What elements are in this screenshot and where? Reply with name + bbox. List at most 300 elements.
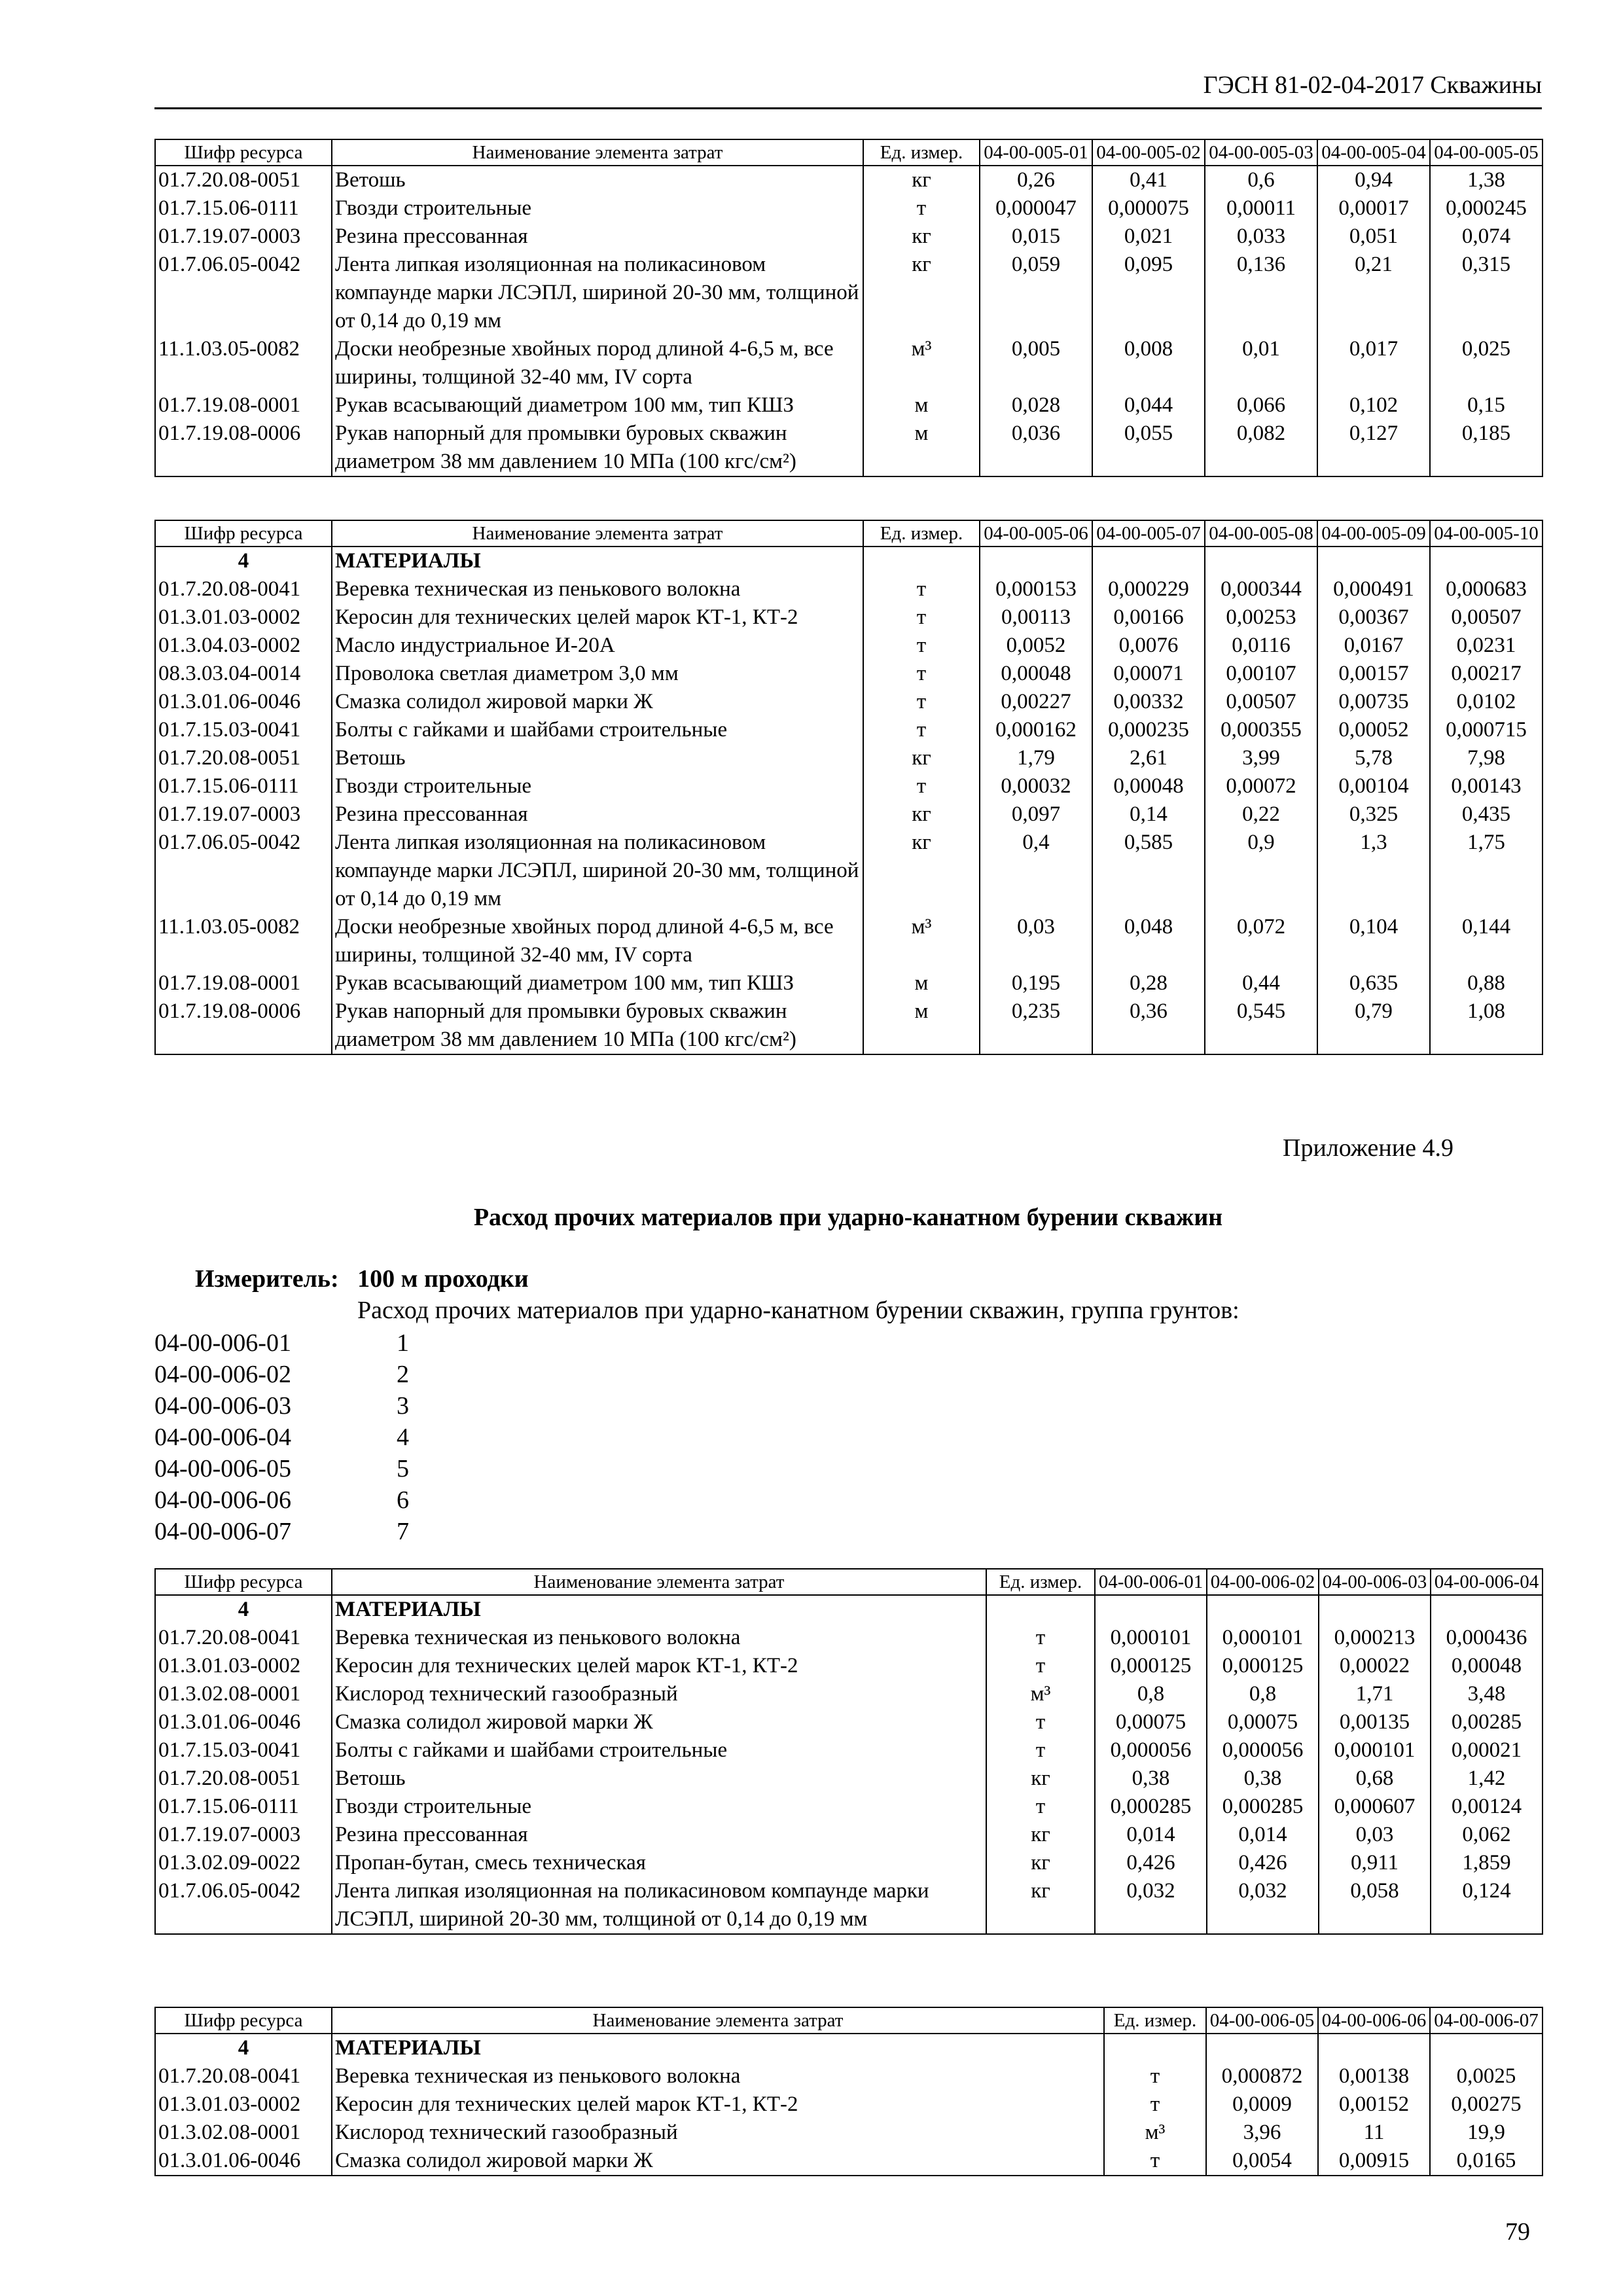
value-cell: 0,426	[1207, 1849, 1319, 1877]
value-cell: 0,000056	[1095, 1736, 1207, 1765]
empty-cell	[986, 1595, 1095, 1624]
column-header: Ед. измер.	[986, 1569, 1095, 1595]
cost-element-name: Рукав напорный для промывки буровых скважин диаметром 38 мм давлением 10 МПа (100 кгс/см²)	[332, 997, 863, 1054]
norm-code: 04-00-006-03	[154, 1392, 291, 1420]
table-header-row	[155, 1569, 1543, 1595]
unit: т	[863, 688, 980, 716]
value-cell: 0,79	[1317, 997, 1430, 1054]
table-row	[155, 632, 1543, 660]
resource-code: 01.7.15.03-0041	[155, 1736, 332, 1765]
value-cell: 0,127	[1317, 420, 1430, 476]
value-cell: 0,058	[1319, 1877, 1431, 1934]
unit: т	[863, 716, 980, 744]
empty-cell	[1205, 547, 1317, 575]
cost-element-name: Веревка техническая из пенькового волокна	[332, 1624, 986, 1652]
norm-code: 04-00-006-06	[154, 1486, 291, 1514]
value-cell: 0,00104	[1317, 772, 1430, 800]
value-cell: 0,88	[1430, 969, 1543, 997]
value-cell: 0,0054	[1206, 2147, 1318, 2176]
value-cell: 0,00048	[980, 660, 1092, 688]
measure-label: Измеритель:	[195, 1265, 339, 1293]
unit: кг	[863, 800, 980, 829]
unit: кг	[986, 1849, 1095, 1877]
code-list-item	[154, 1516, 409, 1547]
table-row	[155, 1765, 1543, 1793]
resource-code: 01.3.02.08-0001	[155, 2119, 332, 2147]
resource-code: 01.7.15.06-0111	[155, 194, 332, 223]
resource-code: 01.3.01.03-0002	[155, 603, 332, 632]
table-materials-005-01-05	[154, 139, 1543, 477]
table-row	[155, 1736, 1543, 1765]
value-cell: 0,41	[1092, 166, 1205, 194]
code-list-item	[154, 1390, 409, 1422]
resource-code: 11.1.03.05-0082	[155, 913, 332, 969]
value-cell: 0,036	[980, 420, 1092, 476]
value-cell: 0,032	[1095, 1877, 1207, 1934]
resource-code: 01.7.19.07-0003	[155, 800, 332, 829]
table-row	[155, 1821, 1543, 1849]
cost-element-name: Лента липкая изоляционная на поликасиновом компаунде марки ЛСЭПЛ, шириной 20-30 мм, толщиной от 0,14 до 0,19 мм	[332, 251, 863, 335]
table-row	[155, 2062, 1543, 2090]
cost-element-name: Смазка солидол жировой марки Ж	[332, 1708, 986, 1736]
value-cell: 0,38	[1095, 1765, 1207, 1793]
value-cell: 0,000213	[1319, 1624, 1431, 1652]
empty-cell	[1207, 1595, 1319, 1624]
table-row	[155, 2147, 1543, 2176]
column-header: 04-00-005-09	[1317, 520, 1430, 547]
column-header: 04-00-005-08	[1205, 520, 1317, 547]
table-row	[155, 660, 1543, 688]
value-cell: 3,99	[1205, 744, 1317, 772]
value-cell: 0,68	[1319, 1765, 1431, 1793]
value-cell: 0,00048	[1092, 772, 1205, 800]
value-cell: 0,01	[1205, 335, 1317, 391]
value-cell: 2,61	[1092, 744, 1205, 772]
value-cell: 0,426	[1095, 1849, 1207, 1877]
value-cell: 0,0009	[1206, 2090, 1318, 2119]
value-cell: 0,00285	[1431, 1708, 1543, 1736]
value-cell: 0,00367	[1317, 603, 1430, 632]
soil-group: 2	[397, 1361, 409, 1388]
value-cell: 0,545	[1205, 997, 1317, 1054]
column-header: Наименование элемента затрат	[332, 139, 863, 166]
unit: кг	[863, 166, 980, 194]
value-cell: 0,095	[1092, 251, 1205, 335]
cost-element-name: Масло индустриальное И-20А	[332, 632, 863, 660]
table-row	[155, 1877, 1543, 1934]
value-cell: 0,195	[980, 969, 1092, 997]
table-header-row	[155, 520, 1543, 547]
value-cell: 0,00107	[1205, 660, 1317, 688]
resource-code: 01.3.01.06-0046	[155, 688, 332, 716]
table-row	[155, 1793, 1543, 1821]
value-cell: 5,78	[1317, 744, 1430, 772]
value-cell: 0,00152	[1318, 2090, 1430, 2119]
soil-group: 6	[397, 1486, 409, 1514]
unit: м³	[863, 913, 980, 969]
table-row	[155, 603, 1543, 632]
column-header: Наименование элемента затрат	[332, 2007, 1104, 2034]
value-cell: 1,79	[980, 744, 1092, 772]
value-cell: 0,000285	[1207, 1793, 1319, 1821]
value-cell: 0,000153	[980, 575, 1092, 603]
value-cell: 1,38	[1430, 166, 1543, 194]
value-cell: 0,00507	[1430, 603, 1543, 632]
value-cell: 0,014	[1207, 1821, 1319, 1849]
unit: м	[863, 969, 980, 997]
column-header: 04-00-006-02	[1207, 1569, 1319, 1595]
value-cell: 0,0167	[1317, 632, 1430, 660]
value-cell: 1,75	[1430, 829, 1543, 913]
value-cell: 3,96	[1206, 2119, 1318, 2147]
section-number: 4	[155, 2034, 332, 2062]
value-cell: 0,033	[1205, 223, 1317, 251]
value-cell: 0,185	[1430, 420, 1543, 476]
table-row	[155, 166, 1543, 194]
description: Расход прочих материалов при ударно-канатном бурении скважин, группа грунтов:	[357, 1297, 1240, 1324]
value-cell: 1,71	[1319, 1680, 1431, 1708]
norm-code: 04-00-006-02	[154, 1361, 291, 1388]
soil-group: 7	[397, 1518, 409, 1545]
value-cell: 0,00075	[1207, 1708, 1319, 1736]
unit: т	[986, 1793, 1095, 1821]
value-cell: 19,9	[1430, 2119, 1543, 2147]
value-cell: 0,059	[980, 251, 1092, 335]
value-cell: 0,00157	[1317, 660, 1430, 688]
cost-element-name: Доски необрезные хвойных пород длиной 4-6,5 м, все ширины, толщиной 32-40 мм, IV сорта	[332, 913, 863, 969]
value-cell: 0,144	[1430, 913, 1543, 969]
value-cell: 0,00735	[1317, 688, 1430, 716]
value-cell: 0,00166	[1092, 603, 1205, 632]
value-cell: 1,859	[1431, 1849, 1543, 1877]
value-cell: 0,000235	[1092, 716, 1205, 744]
empty-cell	[1318, 2034, 1430, 2062]
value-cell: 0,000245	[1430, 194, 1543, 223]
norm-code: 04-00-006-05	[154, 1455, 291, 1482]
value-cell: 0,00253	[1205, 603, 1317, 632]
value-cell: 0,9	[1205, 829, 1317, 913]
value-cell: 0,005	[980, 335, 1092, 391]
measure-line	[195, 1265, 529, 1293]
empty-cell	[1092, 547, 1205, 575]
unit: т	[986, 1624, 1095, 1652]
value-cell: 0,0231	[1430, 632, 1543, 660]
cost-element-name: Пропан-бутан, смесь техническая	[332, 1849, 986, 1877]
column-header: Ед. измер.	[863, 139, 980, 166]
table-row	[155, 1708, 1543, 1736]
value-cell: 11	[1318, 2119, 1430, 2147]
column-header: Шифр ресурса	[155, 520, 332, 547]
value-cell: 0,102	[1317, 391, 1430, 420]
cost-element-name: Ветошь	[332, 166, 863, 194]
value-cell: 0,066	[1205, 391, 1317, 420]
measure-value: 100 м проходки	[357, 1265, 529, 1293]
value-cell: 0,00227	[980, 688, 1092, 716]
cost-element-name: Кислород технический газообразный	[332, 1680, 986, 1708]
column-header: Шифр ресурса	[155, 139, 332, 166]
resource-code: 01.7.15.06-0111	[155, 772, 332, 800]
cost-element-name: Рукав всасывающий диаметром 100 мм, тип КШЗ	[332, 969, 863, 997]
norm-code: 04-00-006-07	[154, 1518, 291, 1545]
cost-element-name: Ветошь	[332, 744, 863, 772]
resource-code: 01.7.20.08-0051	[155, 744, 332, 772]
value-cell: 0,028	[980, 391, 1092, 420]
cost-element-name: Проволока светлая диаметром 3,0 мм	[332, 660, 863, 688]
value-cell: 1,3	[1317, 829, 1430, 913]
value-cell: 0,0052	[980, 632, 1092, 660]
unit: т	[1104, 2062, 1206, 2090]
value-cell: 1,08	[1430, 997, 1543, 1054]
cost-element-name: Керосин для технических целей марок КТ-1, КТ-2	[332, 1652, 986, 1680]
value-cell: 0,00275	[1430, 2090, 1543, 2119]
value-cell: 0,22	[1205, 800, 1317, 829]
code-list-item	[154, 1422, 409, 1453]
cost-element-name: Веревка техническая из пенькового волокна	[332, 575, 863, 603]
running-header: ГЭСН 81-02-04-2017 Скважины	[1203, 71, 1542, 99]
resource-code: 01.7.06.05-0042	[155, 251, 332, 335]
resource-code: 01.3.02.09-0022	[155, 1849, 332, 1877]
cost-element-name: Кислород технический газообразный	[332, 2119, 1104, 2147]
resource-code: 01.3.02.08-0001	[155, 1680, 332, 1708]
cost-element-name: Резина прессованная	[332, 800, 863, 829]
value-cell: 0,00135	[1319, 1708, 1431, 1736]
value-cell: 0,0165	[1430, 2147, 1543, 2176]
table-row	[155, 716, 1543, 744]
code-list-item	[154, 1453, 409, 1484]
value-cell: 0,048	[1092, 913, 1205, 969]
resource-code: 01.7.19.07-0003	[155, 223, 332, 251]
value-cell: 0,00072	[1205, 772, 1317, 800]
value-cell: 0,585	[1092, 829, 1205, 913]
value-cell: 0,00021	[1431, 1736, 1543, 1765]
column-header: 04-00-006-04	[1431, 1569, 1543, 1595]
appendix-label: Приложение 4.9	[1283, 1134, 1454, 1162]
resource-code: 01.7.20.08-0041	[155, 1624, 332, 1652]
norm-code: 04-00-006-01	[154, 1329, 291, 1357]
code-list-item	[154, 1484, 409, 1516]
cost-element-name: Лента липкая изоляционная на поликасиновом компаунде марки ЛСЭПЛ, шириной 20-30 мм, толщиной от 0,14 до 0,19 мм	[332, 829, 863, 913]
table-row	[155, 1652, 1543, 1680]
section-number: 4	[155, 1595, 332, 1624]
value-cell: 0,03	[1319, 1821, 1431, 1849]
column-header: 04-00-006-03	[1319, 1569, 1431, 1595]
column-header: Наименование элемента затрат	[332, 520, 863, 547]
empty-cell	[1319, 1595, 1431, 1624]
column-header: 04-00-006-01	[1095, 1569, 1207, 1595]
column-header: 04-00-006-06	[1318, 2007, 1430, 2034]
value-cell: 0,325	[1317, 800, 1430, 829]
value-cell: 0,00507	[1205, 688, 1317, 716]
resource-code: 01.7.19.08-0001	[155, 391, 332, 420]
table-row	[155, 997, 1543, 1054]
section-row	[155, 547, 1543, 575]
value-cell: 3,48	[1431, 1680, 1543, 1708]
cost-element-name: Смазка солидол жировой марки Ж	[332, 2147, 1104, 2176]
resource-code: 01.7.20.08-0041	[155, 575, 332, 603]
value-cell: 0,235	[980, 997, 1092, 1054]
empty-cell	[1431, 1595, 1543, 1624]
value-cell: 0,21	[1317, 251, 1430, 335]
page-number: 79	[1505, 2218, 1530, 2246]
resource-code: 01.7.19.07-0003	[155, 1821, 332, 1849]
value-cell: 0,032	[1207, 1877, 1319, 1934]
cost-element-name: Рукав всасывающий диаметром 100 мм, тип КШЗ	[332, 391, 863, 420]
empty-cell	[980, 547, 1092, 575]
unit: м³	[863, 335, 980, 391]
value-cell: 0,000229	[1092, 575, 1205, 603]
column-header: 04-00-005-06	[980, 520, 1092, 547]
code-list-item	[154, 1359, 409, 1390]
header-rule	[154, 107, 1542, 109]
value-cell: 0,000715	[1430, 716, 1543, 744]
unit: т	[863, 660, 980, 688]
value-cell: 0,000047	[980, 194, 1092, 223]
value-cell: 0,000355	[1205, 716, 1317, 744]
value-cell: 0,000162	[980, 716, 1092, 744]
value-cell: 0,124	[1431, 1877, 1543, 1934]
resource-code: 01.7.19.08-0006	[155, 997, 332, 1054]
value-cell: 0,315	[1430, 251, 1543, 335]
cost-element-name: Керосин для технических целей марок КТ-1, КТ-2	[332, 603, 863, 632]
table-header-row	[155, 139, 1543, 166]
unit: кг	[986, 1765, 1095, 1793]
code-list-item	[154, 1327, 409, 1359]
section-heading: МАТЕРИАЛЫ	[332, 1595, 986, 1624]
value-cell: 0,015	[980, 223, 1092, 251]
resource-code: 01.7.15.06-0111	[155, 1793, 332, 1821]
value-cell: 0,00332	[1092, 688, 1205, 716]
cost-element-name: Резина прессованная	[332, 223, 863, 251]
value-cell: 0,00017	[1317, 194, 1430, 223]
value-cell: 0,6	[1205, 166, 1317, 194]
empty-cell	[1104, 2034, 1206, 2062]
value-cell: 0,00113	[980, 603, 1092, 632]
value-cell: 0,072	[1205, 913, 1317, 969]
value-cell: 0,0025	[1430, 2062, 1543, 2090]
section-number: 4	[155, 547, 332, 575]
section-row	[155, 2034, 1543, 2062]
table-materials-005-06-10	[154, 520, 1543, 1055]
norm-code: 04-00-006-04	[154, 1424, 291, 1451]
value-cell: 0,15	[1430, 391, 1543, 420]
unit: т	[986, 1736, 1095, 1765]
table-row	[155, 1680, 1543, 1708]
unit: т	[863, 575, 980, 603]
empty-cell	[1430, 2034, 1543, 2062]
value-cell: 0,014	[1095, 1821, 1207, 1849]
resource-code: 01.7.20.08-0041	[155, 2062, 332, 2090]
section-title: Расход прочих материалов при ударно-канатном бурении скважин	[473, 1204, 1223, 1231]
cost-element-name: Гвозди строительные	[332, 772, 863, 800]
value-cell: 0,4	[980, 829, 1092, 913]
value-cell: 0,000344	[1205, 575, 1317, 603]
value-cell: 0,911	[1319, 1849, 1431, 1877]
value-cell: 0,635	[1317, 969, 1430, 997]
unit: кг	[986, 1877, 1095, 1934]
unit: т	[863, 603, 980, 632]
resource-code: 01.3.01.06-0046	[155, 1708, 332, 1736]
unit: м	[863, 420, 980, 476]
column-header: 04-00-006-07	[1430, 2007, 1543, 2034]
value-cell: 0,28	[1092, 969, 1205, 997]
value-cell: 0,000101	[1319, 1736, 1431, 1765]
table-row	[155, 251, 1543, 335]
column-header: 04-00-005-07	[1092, 520, 1205, 547]
value-cell: 0,0076	[1092, 632, 1205, 660]
table-row	[155, 913, 1543, 969]
value-cell: 0,044	[1092, 391, 1205, 420]
table-row	[155, 420, 1543, 476]
value-cell: 0,000683	[1430, 575, 1543, 603]
value-cell: 0,097	[980, 800, 1092, 829]
table-row	[155, 2090, 1543, 2119]
unit: кг	[863, 223, 980, 251]
unit: м	[863, 391, 980, 420]
column-header: Шифр ресурса	[155, 2007, 332, 2034]
section-row	[155, 1595, 1543, 1624]
unit: т	[863, 772, 980, 800]
column-header: 04-00-005-05	[1430, 139, 1543, 166]
unit: кг	[863, 829, 980, 913]
soil-group: 5	[397, 1455, 409, 1482]
unit: кг	[863, 251, 980, 335]
empty-cell	[1206, 2034, 1318, 2062]
value-cell: 0,00217	[1430, 660, 1543, 688]
value-cell: 0,104	[1317, 913, 1430, 969]
resource-code: 01.3.01.03-0002	[155, 2090, 332, 2119]
value-cell: 7,98	[1430, 744, 1543, 772]
value-cell: 0,062	[1431, 1821, 1543, 1849]
value-cell: 0,000056	[1207, 1736, 1319, 1765]
value-cell: 0,000125	[1207, 1652, 1319, 1680]
table-materials-006-05-07	[154, 2007, 1543, 2176]
value-cell: 0,00022	[1319, 1652, 1431, 1680]
column-header: 04-00-005-04	[1317, 139, 1430, 166]
value-cell: 0,000436	[1431, 1624, 1543, 1652]
table-row	[155, 800, 1543, 829]
table-row	[155, 335, 1543, 391]
value-cell: 0,000125	[1095, 1652, 1207, 1680]
column-header: Наименование элемента затрат	[332, 1569, 986, 1595]
value-cell: 0,055	[1092, 420, 1205, 476]
cost-element-name: Керосин для технических целей марок КТ-1, КТ-2	[332, 2090, 1104, 2119]
resource-code: 01.3.04.03-0002	[155, 632, 332, 660]
soil-group: 3	[397, 1392, 409, 1420]
value-cell: 0,8	[1095, 1680, 1207, 1708]
value-cell: 0,36	[1092, 997, 1205, 1054]
value-cell: 0,00048	[1431, 1652, 1543, 1680]
column-header: 04-00-005-10	[1430, 520, 1543, 547]
value-cell: 0,000101	[1207, 1624, 1319, 1652]
value-cell: 0,00071	[1092, 660, 1205, 688]
section-heading: МАТЕРИАЛЫ	[332, 2034, 1104, 2062]
value-cell: 0,00143	[1430, 772, 1543, 800]
resource-code: 01.7.15.03-0041	[155, 716, 332, 744]
table-row	[155, 194, 1543, 223]
table-row	[155, 772, 1543, 800]
empty-cell	[1430, 547, 1543, 575]
resource-code: 11.1.03.05-0082	[155, 335, 332, 391]
table-header-row	[155, 2007, 1543, 2034]
cost-element-name: Болты с гайками и шайбами строительные	[332, 716, 863, 744]
unit: кг	[986, 1821, 1095, 1849]
value-cell: 0,44	[1205, 969, 1317, 997]
value-cell: 0,00032	[980, 772, 1092, 800]
unit: т	[986, 1708, 1095, 1736]
table-row	[155, 575, 1543, 603]
soil-group: 4	[397, 1424, 409, 1451]
value-cell: 0,000075	[1092, 194, 1205, 223]
